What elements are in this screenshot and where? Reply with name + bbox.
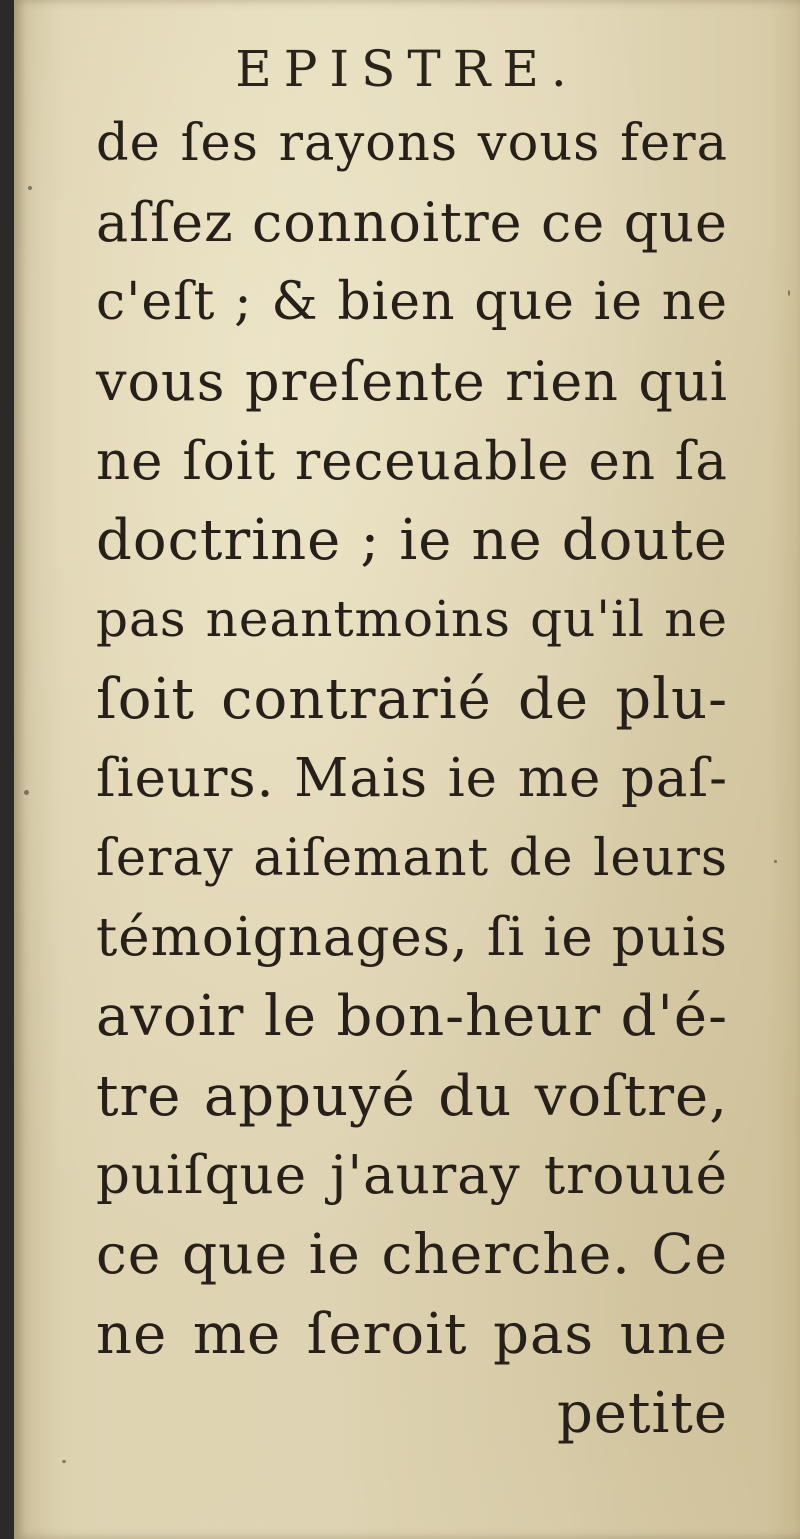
book-page [14, 0, 800, 1539]
text-line: ne me ſeroit pas une [96, 1301, 728, 1367]
text-line: ce que ie cherche. Ce [96, 1222, 728, 1287]
catchword: petite [556, 1381, 728, 1447]
ink-speck [62, 1460, 66, 1463]
text-line: aſſez connoitre ce que [96, 191, 728, 255]
text-line: pas neantmoins qu'il ne [96, 590, 728, 649]
text-line: puiſque j'auray trouué [96, 1145, 728, 1207]
text-line: témoignages, ſi ie puis [96, 906, 728, 968]
text-line: ſoit contrarié de plu- [96, 666, 728, 732]
text-line: avoir le bon-heur d'é- [96, 984, 728, 1050]
ink-speck [788, 290, 790, 296]
ink-speck [774, 860, 777, 863]
text-line: ſeray aiſemant de leurs [96, 828, 728, 888]
text-line: de ſes rayons vous fera [96, 114, 728, 173]
ink-speck [28, 186, 32, 190]
text-line: vous preſente rien qui [96, 350, 728, 414]
text-line: ne ſoit receuable en ſa [96, 430, 728, 492]
body-text [96, 104, 728, 1454]
text-line: tre appuyé du voſtre, [96, 1063, 728, 1129]
text-line: ſieurs. Mais ie me paſ- [96, 748, 728, 810]
ink-speck [24, 790, 29, 795]
text-line: doctrine ; ie ne doute [96, 507, 728, 573]
running-header: EPISTRE. [235, 40, 579, 98]
text-line: c'eſt ; & bien que ie ne [96, 271, 728, 332]
